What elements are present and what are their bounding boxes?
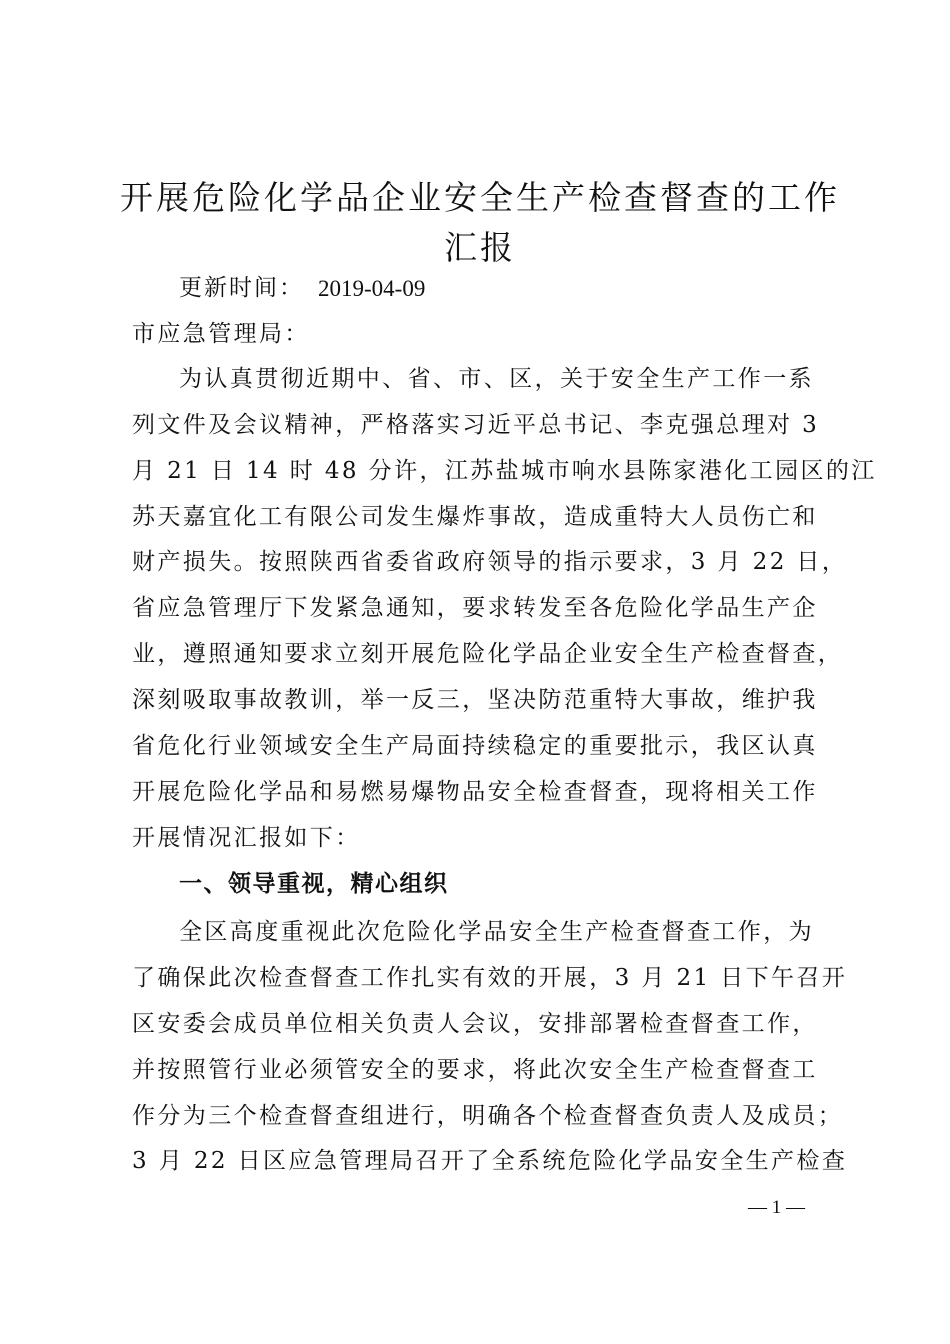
section-heading: 一、领导重视，精心组织 [179,871,449,897]
document-title-line-2: 汇报 [444,228,516,267]
paragraph-line: 苏天嘉宜化工有限公司发生爆炸事故，造成重特大人员伤亡和 [132,504,818,530]
paragraph-line: 开展情况汇报如下： [132,825,361,851]
paragraph-line: 作分为三个检查督查组进行，明确各个检查督查负责人及成员； [132,1103,844,1129]
document-title-line-1: 开展危险化学品企业安全生产检查督查的工作 [120,178,840,217]
update-time-label: 更新时间： [179,275,304,301]
paragraph-line: 开展危险化学品和易燃易爆物品安全检查督查，现将相关工作 [132,779,818,805]
paragraph-line: 为认真贯彻近期中、省、市、区，关于安全生产工作一系 [179,366,814,392]
paragraph-line: 省危化行业领域安全生产局面持续稳定的重要批示，我区认真 [132,733,818,759]
recipient-line: 市应急管理局： [132,321,310,347]
paragraph-line: 了确保此次检查督查工作扎实有效的开展，3 月 21 日下午召开 [132,965,848,991]
paragraph-line: 并按照管行业必须管安全的要求，将此次安全生产检查督查工 [132,1057,818,1083]
update-time-value: 2019-04-09 [318,276,426,301]
paragraph-line: 省应急管理厅下发紧急通知，要求转发至各危险化学品生产企 [132,595,818,621]
paragraph-line: 月 21 日 14 时 48 分许，江苏盐城市响水县陈家港化工园区的江 [132,458,877,484]
paragraph-line: 全区高度重视此次危险化学品安全生产检查督查工作，为 [179,919,814,945]
paragraph-line: 3 月 22 日区应急管理局召开了全系统危险化学品安全生产检查 [132,1148,848,1174]
paragraph-line: 区安委会成员单位相关负责人会议，安排部署检查督查工作， [132,1011,818,1037]
paragraph-line: 深刻吸取事故教训，举一反三，坚决防范重特大事故，维护我 [132,687,818,713]
paragraph-line: 列文件及会议精神，严格落实习近平总书记、李克强总理对 3 [132,412,820,438]
paragraph-line: 业，遵照通知要求立刻开展危险化学品企业安全生产检查督查， [132,641,844,667]
paragraph-line: 财产损失。按照陕西省委省政府领导的指示要求，3 月 22 日， [132,549,848,575]
page-number: — 1 — [748,1197,805,1218]
